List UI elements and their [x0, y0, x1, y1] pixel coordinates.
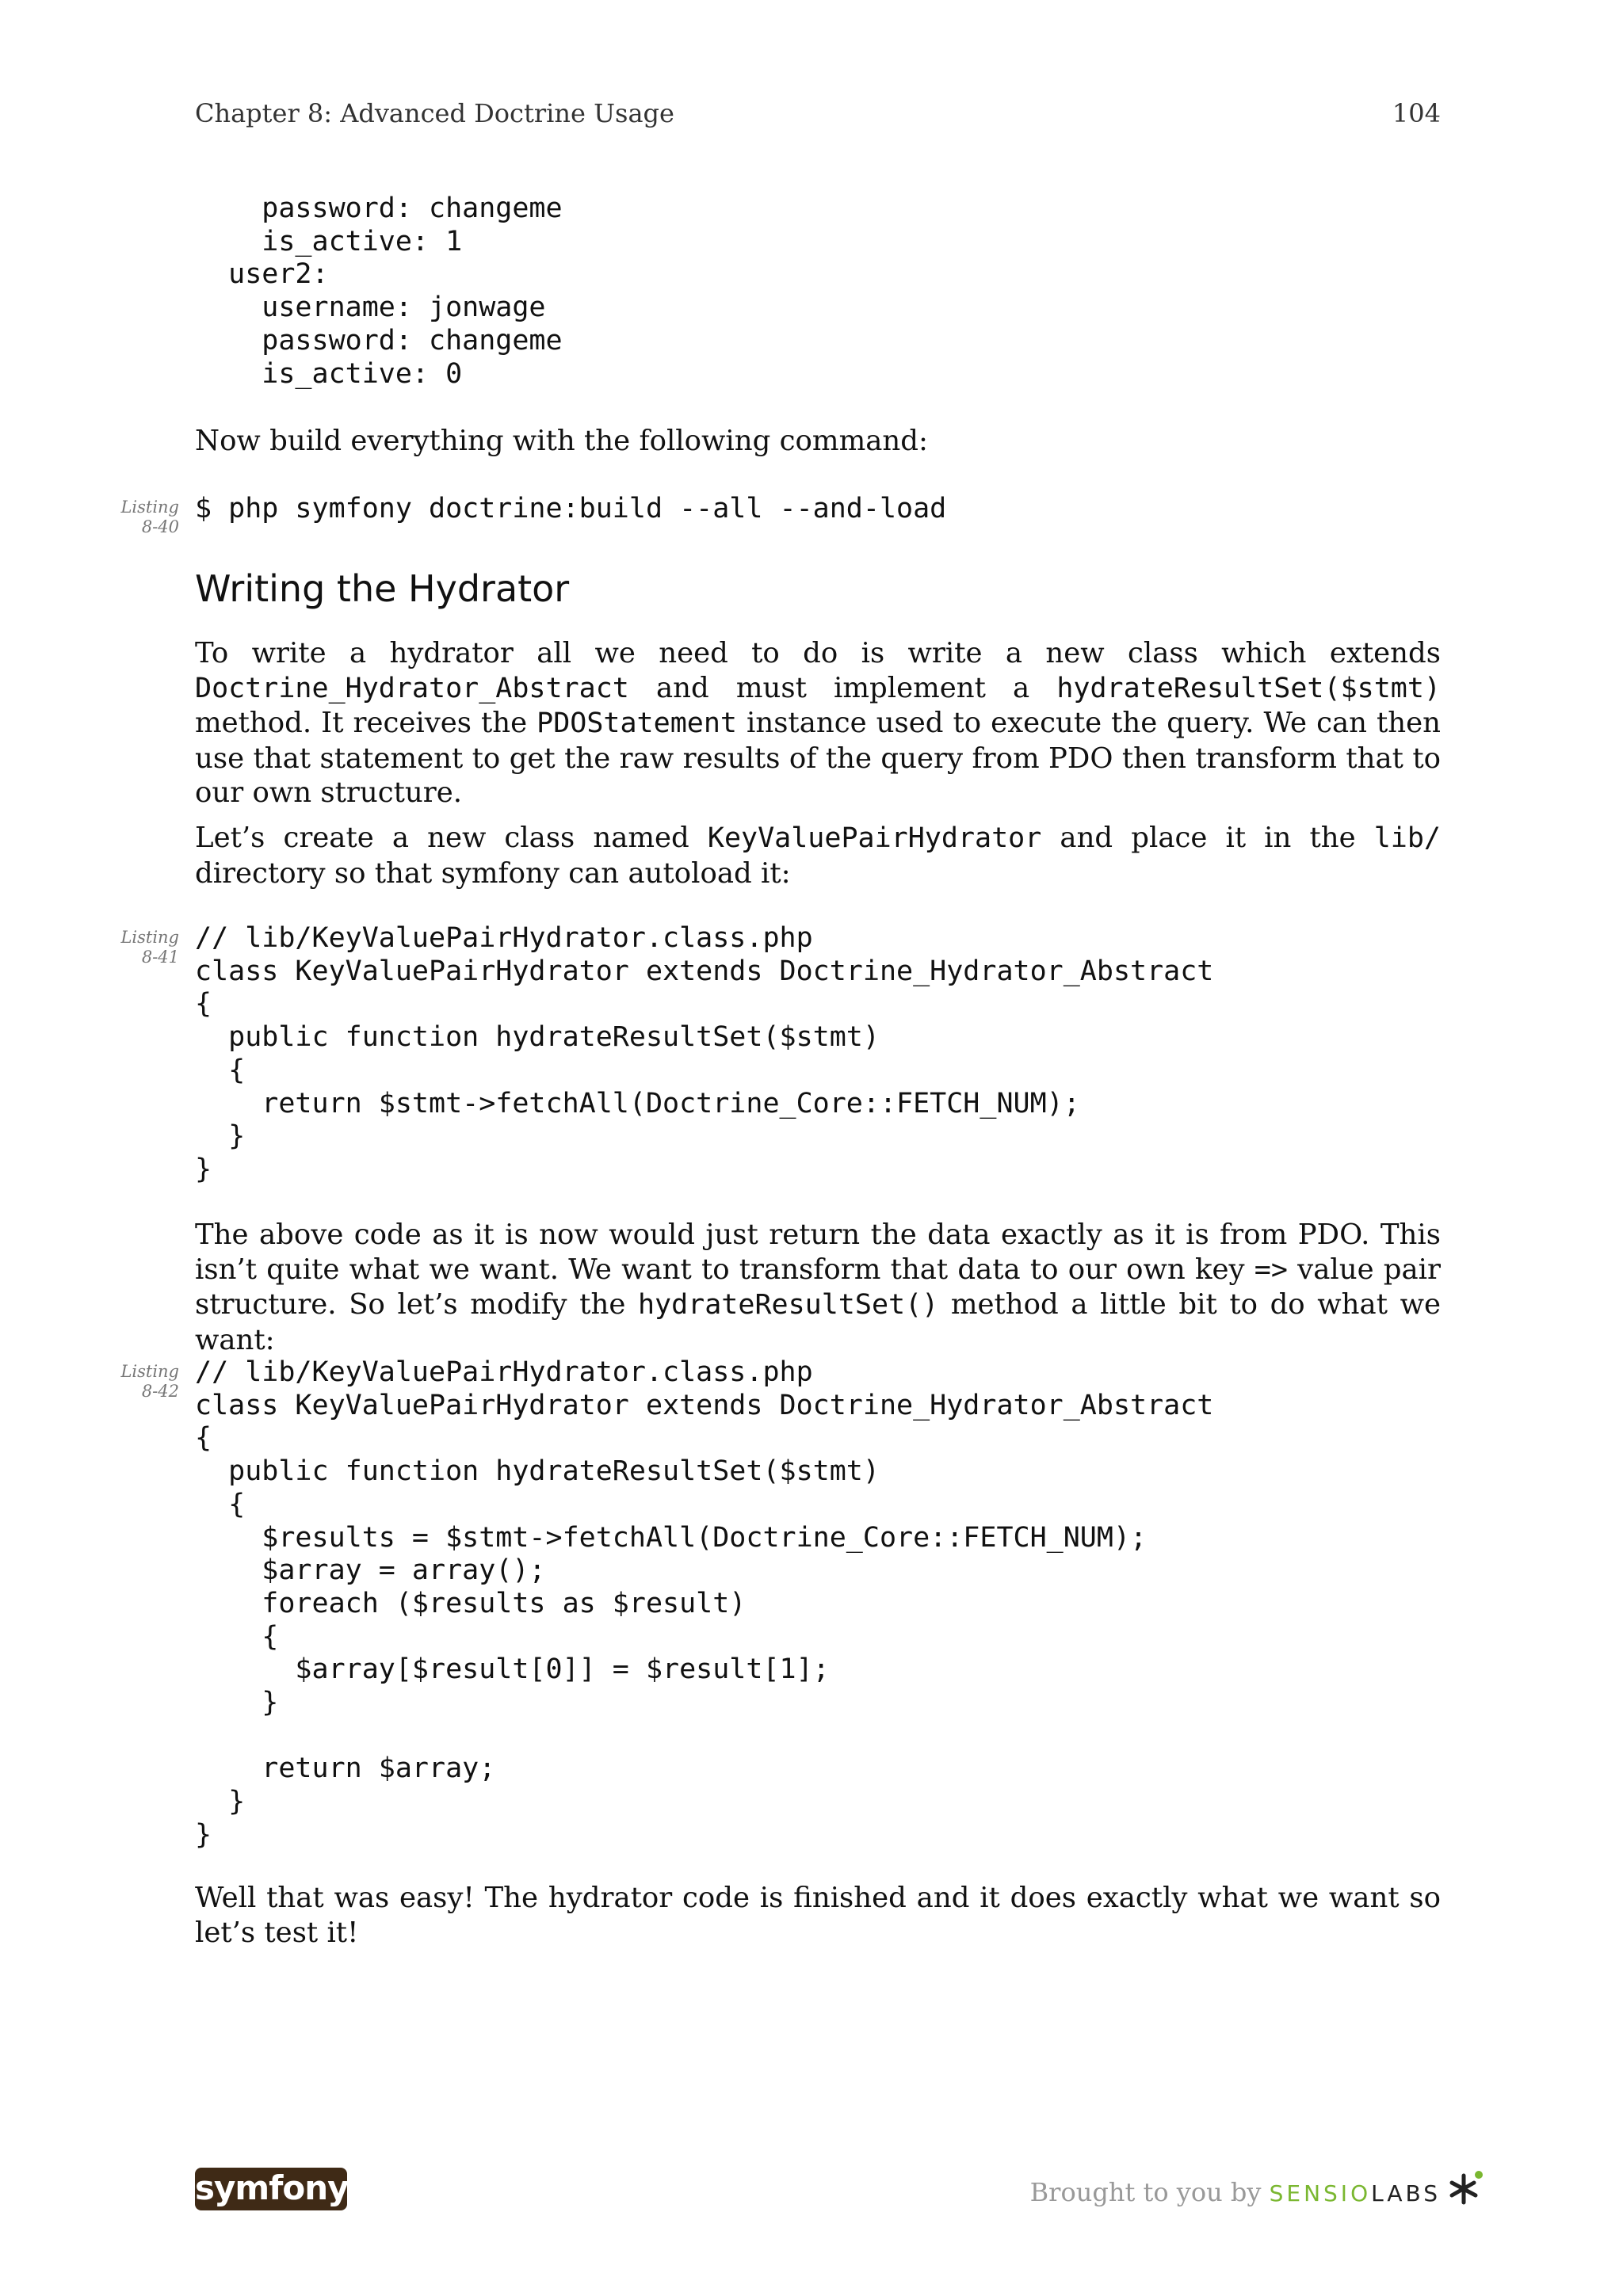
listing-number: 8-40 [141, 517, 179, 536]
listing-number: 8-42 [141, 1382, 179, 1401]
listing-word: Listing [120, 498, 179, 517]
code-block-8-40: $ php symfony doctrine:build --all --and-load [195, 493, 947, 524]
sensiolabs-mark-icon [1444, 2169, 1484, 2209]
footer-credit [1030, 2172, 1441, 2212]
credit-prefix: Brought to you by [1029, 2177, 1270, 2207]
paragraph-hydrator: To write a hydrator all we need to do is write a new class which extends Doctrine_Hydrator_Abstract and must implement a hydrateResultSet($stmt) method. It receives the PDOStatement instance used to execute the query. We can then use that statement to get the raw results of the query from PDO then transform that to our own structure. [195, 637, 1441, 809]
paragraph-create-class: Let’s create a new class named KeyValuePairHydrator and place it in the lib/ directory so that symfony can autoload it: [195, 822, 1441, 890]
paragraph-above-code: The above code as it is now would just return the data exactly as it is from PDO. This isn’t quite what we want. We want to transform that data to our own key => value pair structure. So let’s modify the hydrateResultSet() method a little bit to do what we want: [195, 1219, 1442, 1356]
page-header [195, 98, 1441, 130]
listing-label-8-42 [111, 1362, 179, 1402]
chapter-title: Chapter 8: Advanced Doctrine Usage [195, 98, 674, 128]
code-block-8-41: // lib/KeyValuePairHydrator.class.php class KeyValuePairHydrator extends Doctrine_Hydrator_Abstract { public function hydrateResultSet($stmt) { return $stmt->fetchAll(Doctrine_Core::FETCH_NUM); } } [195, 922, 1214, 1185]
brand-part-labs: LABS [1371, 2180, 1441, 2206]
paragraph-conclusion: Well that was easy! The hydrator code is finished and it does exactly what we want so let’s test it! [195, 1882, 1441, 1949]
paragraph-build: Now build everything with the following command: [195, 425, 928, 457]
listing-number: 8-41 [141, 948, 179, 967]
page-number: 104 [1392, 98, 1441, 128]
code-block-8-42: // lib/KeyValuePairHydrator.class.php class KeyValuePairHydrator extends Doctrine_Hydrator_Abstract { public function hydrateResultSet($stmt) { $results = $stmt->fetchAll(Doctrine_Core::FETCH_NUM); $array = array(); foreach ($results as $result) { $array[$result[0]] = $result[1]; } return $array; } } [195, 1356, 1214, 1851]
brand-part-sensio: SENSIO [1269, 2180, 1372, 2206]
listing-label-8-41 [111, 928, 179, 967]
listing-word: Listing [120, 1362, 179, 1381]
code-block-fixtures: password: changeme is_active: 1 user2: username: jonwage password: changeme is_active: 0 [228, 193, 563, 390]
listing-label-8-40 [111, 498, 179, 537]
symfony-logo: symfony [195, 2168, 347, 2210]
section-heading: Writing the Hydrator [195, 567, 570, 610]
listing-word: Listing [120, 928, 179, 947]
